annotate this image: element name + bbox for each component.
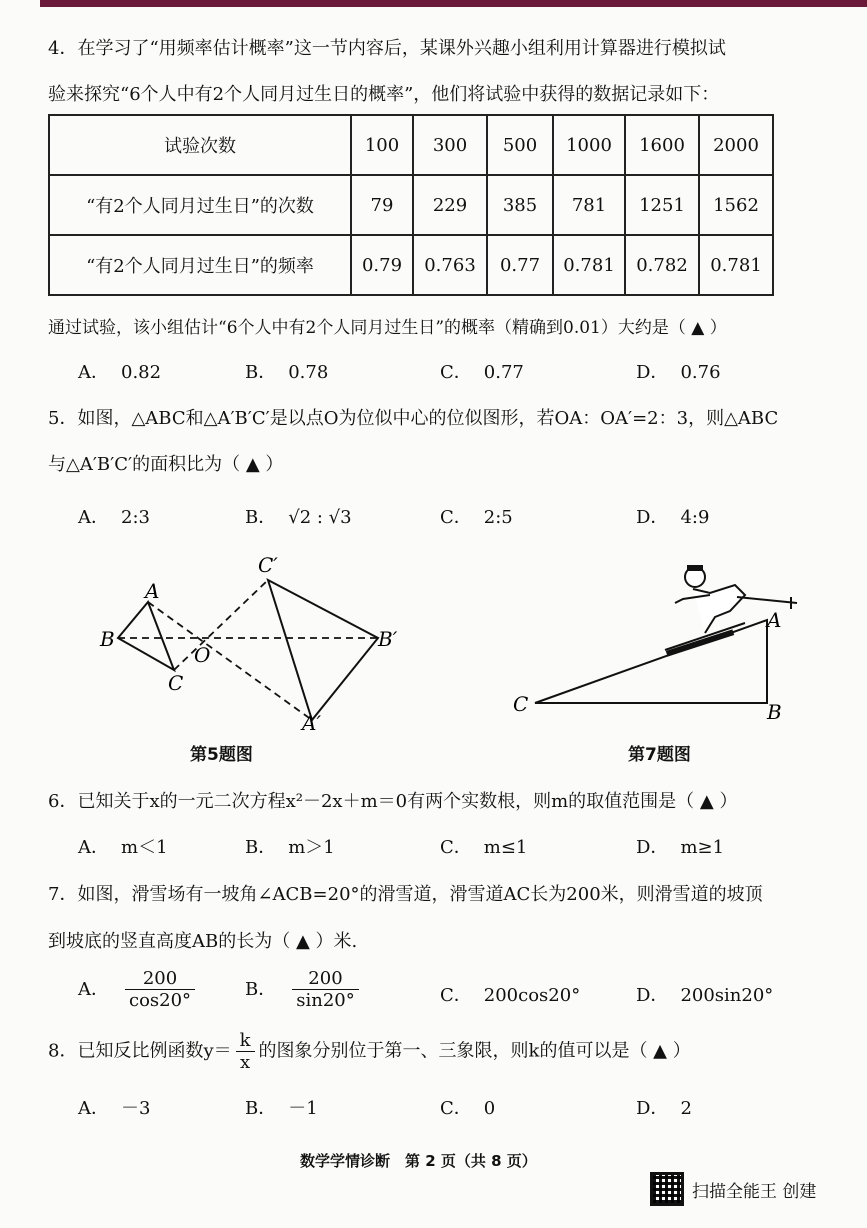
q6-option-a — [78, 833, 168, 859]
table-cell: 0.782 — [625, 235, 699, 295]
option-text: m≥1 — [680, 837, 725, 858]
q6-option-b — [245, 833, 335, 859]
fraction-numerator: k — [236, 1030, 255, 1052]
table-row-label: “有2个人同月过生日”的频率 — [49, 235, 351, 295]
label-a: A — [767, 608, 782, 632]
option-text: m＞1 — [288, 837, 335, 858]
line-a-a2 — [148, 602, 312, 720]
figure-7-diagram — [505, 555, 825, 735]
table-row-label: “有2个人同月过生日”的次数 — [49, 175, 351, 235]
table-cell: 0.77 — [487, 235, 553, 295]
fraction-denominator: cos20° — [129, 990, 192, 1011]
q4-option-c — [440, 358, 524, 384]
table-cell: 781 — [553, 175, 625, 235]
triangle-abc — [118, 602, 174, 670]
table-cell: 500 — [487, 115, 553, 175]
q8-prefix: 8．已知反比例函数y＝ — [48, 1040, 232, 1062]
q5-line2: 与△A′B′C′的面积比为（ ▲ ） — [48, 454, 284, 475]
option-label: A． — [78, 978, 109, 1000]
q5-option-a — [78, 503, 150, 529]
option-label: D． — [636, 837, 669, 858]
qr-code-icon — [650, 1172, 684, 1206]
option-text: m≤1 — [483, 837, 528, 858]
option-label: A． — [78, 362, 109, 383]
option-label: B． — [245, 507, 277, 528]
option-label: B． — [245, 362, 277, 383]
label-c: C — [168, 671, 184, 695]
q8-option-a — [78, 1094, 150, 1120]
option-label: C． — [440, 507, 472, 528]
option-text: 4:9 — [680, 507, 710, 528]
option-label: D． — [636, 362, 669, 383]
fraction-numerator: 200 — [125, 968, 195, 990]
option-text: 0.76 — [680, 362, 721, 383]
q6-option-c — [440, 833, 527, 859]
q8-text — [48, 1030, 691, 1073]
q8-suffix: 的图象分别位于第一、三象限，则k的值可以是（ ▲ ） — [258, 1040, 691, 1062]
q4-option-a — [78, 358, 161, 384]
fraction — [236, 1030, 255, 1073]
q5-option-b — [245, 503, 352, 529]
figure-5-caption: 第5题图 — [190, 745, 253, 765]
table-cell: 0.781 — [553, 235, 625, 295]
q7-option-a — [78, 968, 199, 1011]
option-text: 200sin20° — [680, 985, 774, 1006]
data-table — [48, 114, 774, 296]
q7-option-c — [440, 981, 580, 1007]
table-cell: 1251 — [625, 175, 699, 235]
option-label: C． — [440, 837, 472, 858]
q5-option-c — [440, 503, 513, 529]
option-label: B． — [245, 1098, 277, 1119]
table-cell: 385 — [487, 175, 553, 235]
label-b-prime: B′ — [378, 627, 398, 651]
table-cell: 1562 — [699, 175, 773, 235]
fraction-denominator: sin20° — [296, 990, 355, 1011]
fraction-denominator: x — [240, 1052, 251, 1073]
option-label: A． — [78, 837, 109, 858]
q6-text: 6．已知关于x的一元二次方程x²－2x＋m＝0有两个实数根，则m的取值范围是（ ▲ ） — [48, 791, 738, 812]
label-b: B — [767, 700, 782, 724]
triangle-a2b2c2 — [268, 580, 378, 720]
option-text: 0.82 — [121, 362, 162, 383]
option-text: 2 — [680, 1098, 692, 1119]
table-cell: 300 — [413, 115, 487, 175]
table-cell: 1600 — [625, 115, 699, 175]
option-text: 200cos20° — [483, 985, 581, 1006]
option-label: C． — [440, 1098, 472, 1119]
option-label: B． — [245, 978, 277, 1000]
option-label: D． — [636, 985, 669, 1006]
q8-option-d — [636, 1094, 692, 1120]
q7-option-d — [636, 981, 773, 1007]
q4-question: 通过试验，该小组估计“6个人中有2个人同月过生日”的概率（精确到0.01）大约是（ ▲ ） — [48, 318, 727, 338]
label-o: O — [194, 643, 211, 667]
table-cell: 2000 — [699, 115, 773, 175]
fraction — [125, 968, 195, 1011]
table-cell: 229 — [413, 175, 487, 235]
label-a-prime: A′ — [302, 711, 321, 735]
option-label: C． — [440, 985, 472, 1006]
option-label: C． — [440, 362, 472, 383]
option-text: 0 — [483, 1098, 496, 1119]
line-c-c2 — [174, 580, 268, 670]
scanner-watermark — [650, 1172, 816, 1206]
table-cell: 79 — [351, 175, 413, 235]
q7-line1: 7．如图，滑雪场有一坡角∠ACB=20°的滑雪道，滑雪道AC长为200米，则滑雪道的坡顶 — [48, 884, 763, 905]
table-cell: 0.781 — [699, 235, 773, 295]
q4-option-d — [636, 358, 721, 384]
q8-option-c — [440, 1094, 495, 1120]
table-cell: 1000 — [553, 115, 625, 175]
option-text: 2:5 — [483, 507, 513, 528]
option-label: D． — [636, 507, 669, 528]
q4-line1: 4．在学习了“用频率估计概率”这一节内容后，某课外兴趣小组利用计算器进行模拟试 — [48, 38, 726, 59]
option-label: A． — [78, 1098, 109, 1119]
q4-line2: 验来探究“6个人中有2个人同月过生日的概率”，他们将试验中获得的数据记录如下： — [48, 84, 720, 105]
option-label: B． — [245, 837, 277, 858]
option-text: m＜1 — [121, 837, 168, 858]
q5-line1: 5．如图，△ABC和△A′B′C′是以点O为位似中心的位似图形，若OA：OA′=2：3，则△ABC — [48, 408, 779, 429]
scanner-text: 扫描全能王 创建 — [692, 1181, 817, 1202]
q6-option-d — [636, 833, 724, 859]
table-cell: 0.79 — [351, 235, 413, 295]
table-row — [49, 235, 773, 295]
label-b: B — [100, 627, 115, 651]
q4-option-b — [245, 358, 328, 384]
option-label: A． — [78, 507, 109, 528]
fraction-numerator: 200 — [292, 968, 359, 990]
table-header: 试验次数 — [49, 115, 351, 175]
q5-option-d — [636, 503, 709, 529]
label-c-prime: C′ — [258, 553, 278, 577]
q8-option-b — [245, 1094, 318, 1120]
option-label: D． — [636, 1098, 669, 1119]
option-text: 0.78 — [288, 362, 329, 383]
option-text: 0.77 — [483, 362, 524, 383]
q7-line2: 到坡底的竖直高度AB的长为（ ▲ ）米. — [48, 931, 358, 952]
table-row — [49, 175, 773, 235]
label-a: A — [145, 579, 160, 603]
option-text: √2 : √3 — [288, 507, 352, 528]
table-cell: 100 — [351, 115, 413, 175]
label-c: C — [513, 692, 529, 716]
page-footer: 数学学情诊断 第 2 页（共 8 页） — [300, 1152, 537, 1170]
top-border — [40, 0, 867, 7]
option-text: －3 — [121, 1098, 151, 1119]
option-text: 2:3 — [121, 507, 150, 528]
option-text: －1 — [288, 1098, 318, 1119]
figure-7-caption: 第7题图 — [628, 745, 691, 765]
fraction — [292, 968, 359, 1011]
figure-5-diagram — [90, 550, 420, 735]
table-cell: 0.763 — [413, 235, 487, 295]
table-row — [49, 115, 773, 175]
q7-option-b — [245, 968, 363, 1011]
